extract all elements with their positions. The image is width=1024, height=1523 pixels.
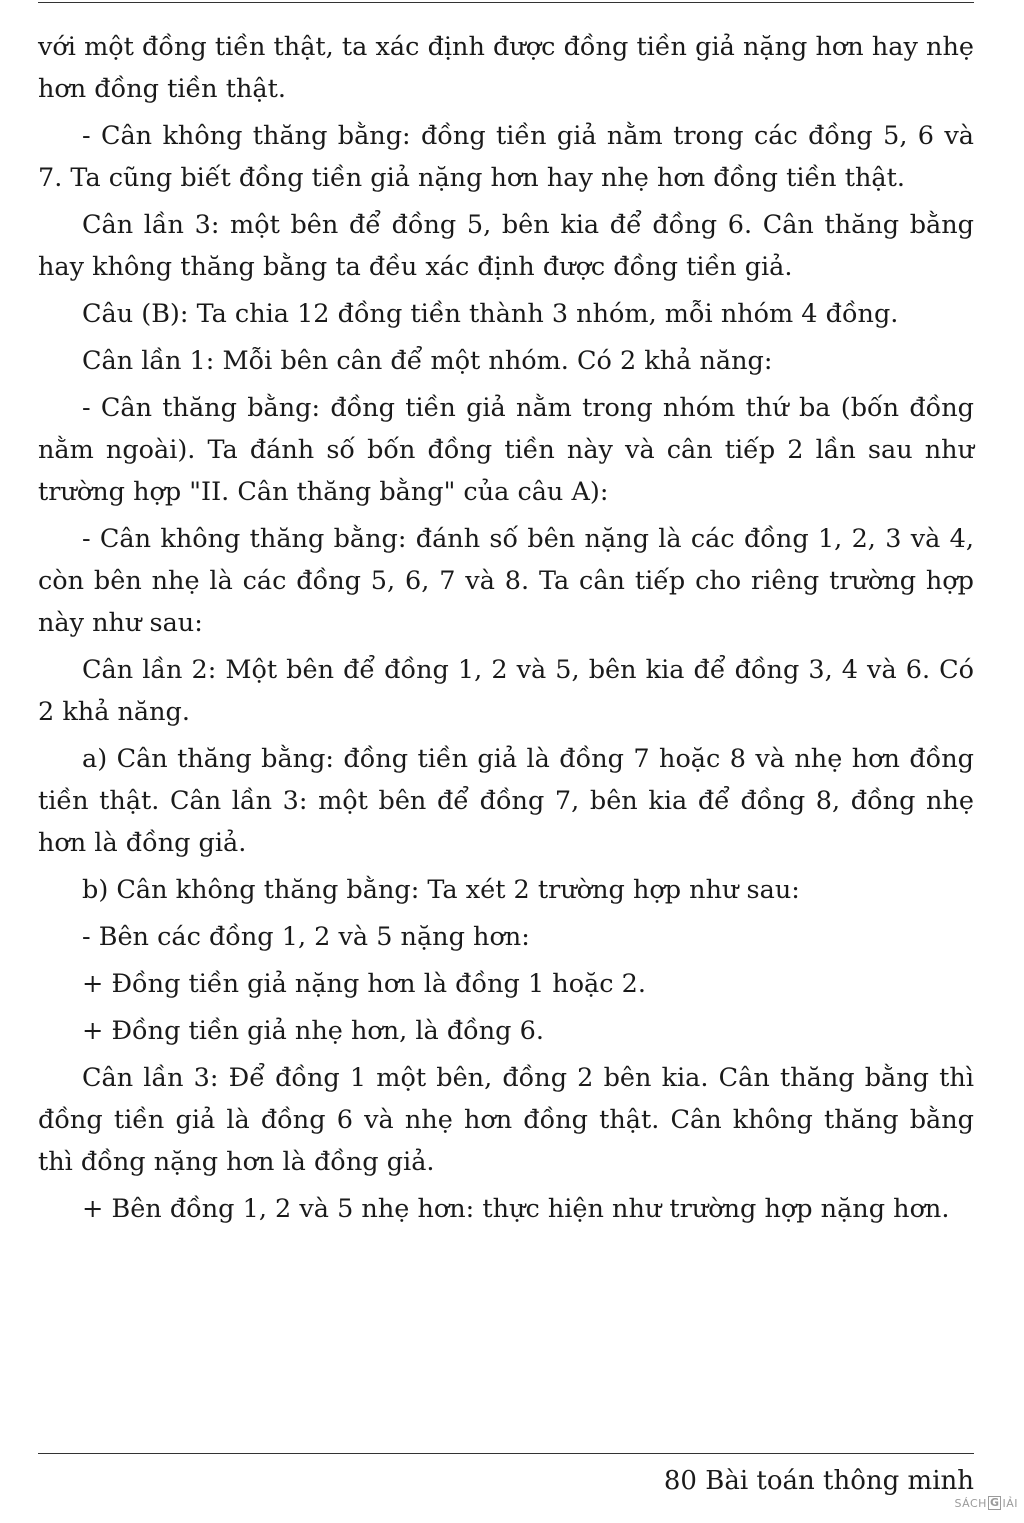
paragraph: a) Cân thăng bằng: đồng tiền giả là đồng 7 hoặc 8 và nhẹ hơn đồng tiền thật. Cân lần 3: một bên để đồng 7, bên kia để đồng 8, đồng nhẹ hơn là đồng giả. — [38, 744, 974, 858]
footer-rule — [38, 1453, 974, 1454]
paragraph: - Cân thăng bằng: đồng tiền giả nằm trong nhóm thứ ba (bốn đồng nằm ngoài). Ta đánh số bốn đồng tiền này và cân tiếp 2 lần sau như trường hợp "II. Cân thăng bằng" của câu A): — [38, 393, 974, 507]
paragraph: b) Cân không thăng bằng: Ta xét 2 trường hợp như sau: — [82, 875, 800, 905]
watermark-logo — [954, 1496, 1018, 1510]
paragraph: + Đồng tiền giả nhẹ hơn, là đồng 6. — [82, 1016, 544, 1046]
paragraph: Câu (B): Ta chia 12 đồng tiền thành 3 nhóm, mỗi nhóm 4 đồng. — [82, 299, 899, 329]
paragraph: - Bên các đồng 1, 2 và 5 nặng hơn: — [82, 922, 530, 952]
paragraph: với một đồng tiền thật, ta xác định được đồng tiền giả nặng hơn hay nhẹ hơn đồng tiền thật. — [38, 32, 974, 104]
page-body — [38, 26, 974, 1235]
paragraph: + Đồng tiền giả nặng hơn là đồng 1 hoặc 2. — [82, 969, 646, 999]
paragraph: Cân lần 2: Một bên để đồng 1, 2 và 5, bên kia để đồng 3, 4 và 6. Có 2 khả năng. — [38, 655, 974, 727]
paragraph: Cân lần 3: Để đồng 1 một bên, đồng 2 bên kia. Cân thăng bằng thì đồng tiền giả là đồng 6 và nhẹ hơn đồng thật. Cân không thăng bằng thì đồng nặng hơn là đồng giả. — [38, 1063, 974, 1177]
paragraph: - Cân không thăng bằng: đồng tiền giả nằm trong các đồng 5, 6 và 7. Ta cũng biết đồng tiền giả nặng hơn hay nhẹ hơn đồng tiền thật. — [38, 121, 974, 193]
watermark-left: SÁCH — [954, 1496, 987, 1510]
paragraph: + Bên đồng 1, 2 và 5 nhẹ hơn: thực hiện như trường hợp nặng hơn. — [82, 1194, 950, 1224]
footer-book-title: 80 Bài toán thông minh — [663, 1466, 974, 1496]
watermark-box: G — [989, 1496, 1000, 1509]
paragraph: Cân lần 1: Mỗi bên cân để một nhóm. Có 2 khả năng: — [82, 346, 773, 376]
header-rule — [38, 2, 974, 3]
paragraph: Cân lần 3: một bên để đồng 5, bên kia để đồng 6. Cân thăng bằng hay không thăng bằng ta đều xác định được đồng tiền giả. — [38, 210, 974, 282]
watermark-right: IẢI — [1002, 1496, 1018, 1510]
paragraph: - Cân không thăng bằng: đánh số bên nặng là các đồng 1, 2, 3 và 4, còn bên nhẹ là các đồng 5, 6, 7 và 8. Ta cân tiếp cho riêng trường hợp này như sau: — [38, 524, 974, 638]
